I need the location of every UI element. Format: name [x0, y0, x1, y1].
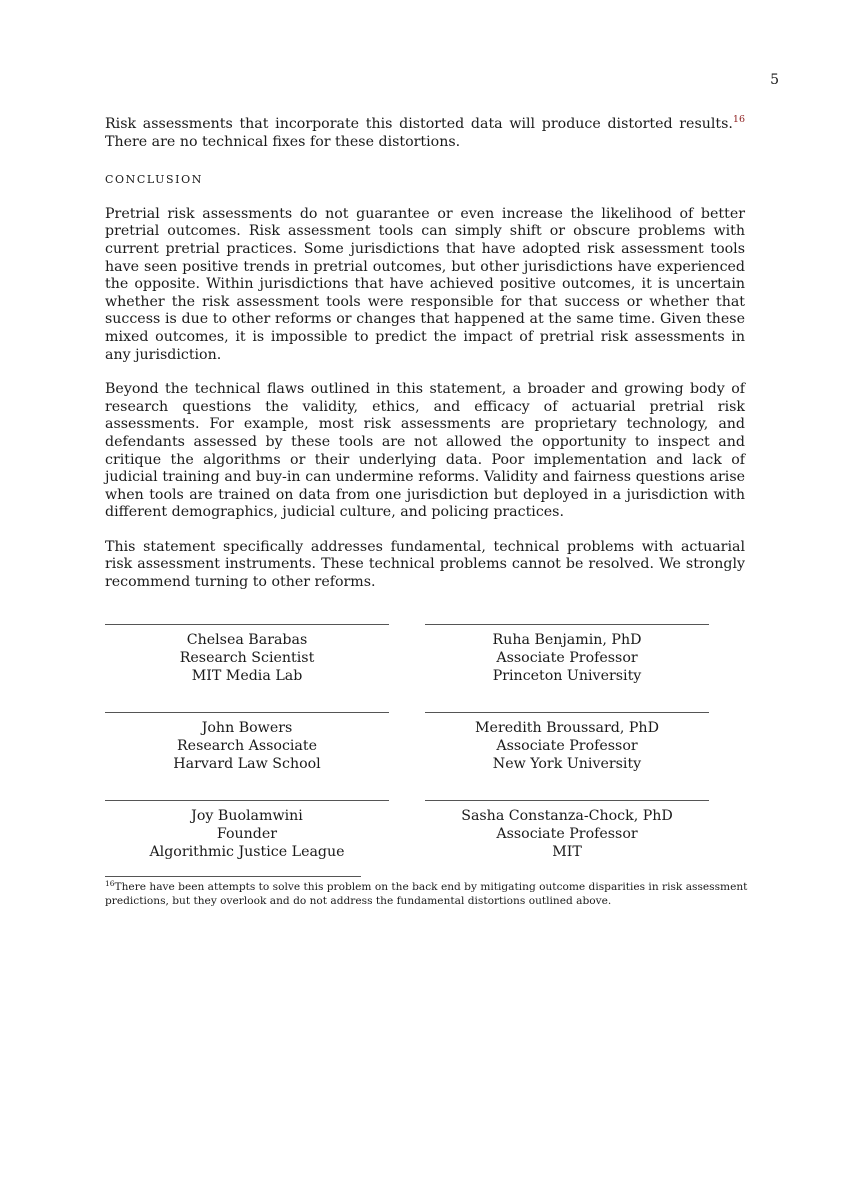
signatory-title: Research Associate — [177, 738, 317, 754]
signatory-name: Joy Buolamwini — [191, 808, 303, 824]
signatory-name: Sasha Constanza-Chock, PhD — [461, 808, 673, 824]
signatory-name: Chelsea Barabas — [186, 632, 308, 648]
signatory-grid — [105, 624, 709, 861]
signatory-name: Meredith Broussard, PhD — [475, 720, 659, 736]
signatory-title: Associate Professor — [496, 826, 638, 842]
signatory-affiliation: Harvard Law School — [173, 756, 321, 772]
signatory-block — [425, 800, 709, 861]
signatory-block — [105, 800, 389, 861]
signatory-title: Founder — [216, 826, 278, 842]
signatory-block — [105, 624, 389, 685]
footnote-reference[interactable]: 16 — [732, 114, 745, 125]
paragraph: Beyond the technical flaws outlined in this statement, a broader and growing body of research questions the validity, ethics, and efficacy of actuarial pretrial risk assessments. For example, most risk assessments are proprietary technology, and defendants assessed by these tools are not allowed the opportunity to inspect and critique the algorithms or their underlying data. Poor implementation and lack of judicial training and buy-in can undermine reforms. Validity and fairness questions arise when tools are trained on data from one jurisdiction but deployed in a jurisdiction with different demographics, judicial culture, and policing practices. — [105, 381, 745, 521]
signatory-affiliation: New York University — [492, 756, 642, 772]
signatory-name: John Bowers — [201, 720, 293, 736]
signatory-affiliation: MIT Media Lab — [191, 668, 303, 684]
intro-paragraph — [105, 116, 745, 151]
body-text — [105, 116, 745, 592]
signatory-title: Associate Professor — [496, 650, 638, 666]
signatory-block — [425, 712, 709, 773]
signatory-affiliation: MIT — [552, 844, 582, 860]
signatory-block — [425, 624, 709, 685]
section-heading-conclusion: CONCLUSION — [105, 173, 203, 187]
signatory-block — [105, 712, 389, 773]
signatory-name: Ruha Benjamin, PhD — [492, 632, 642, 648]
footnote-number: 16 — [105, 879, 115, 888]
paragraph: This statement specifically addresses fundamental, technical problems with actuarial risk assessment instruments. These technical problems cannot be resolved. We strongly recommend turning to other reforms. — [105, 538, 745, 591]
footnote-divider — [105, 876, 361, 877]
footnote-text: There have been attempts to solve this problem on the back end by mitigating outcome disparities in risk assessment predictions, but they overlook and do not address the fundamental distortions outlined above. — [105, 881, 748, 907]
paragraph: Pretrial risk assessments do not guarantee or even increase the likelihood of better pretrial outcomes. Risk assessment tools can simply shift or obscure problems with current pretrial practices. Some jurisdictions that have adopted risk assessment tools have seen positive trends in pretrial outcomes, but other jurisdictions have experienced the opposite. Within jurisdictions that have achieved positive outcomes, it is uncertain whether the risk assessment tools were responsible for that success or whether that success is due to other reforms or changes that happened at the same time. Given these mixed outcomes, it is impossible to predict the impact of pretrial risk assessments in any jurisdiction. — [105, 205, 745, 363]
signatory-affiliation: Algorithmic Justice League — [149, 844, 345, 860]
signatory-title: Research Scientist — [179, 650, 315, 666]
intro-text: Risk assessments that incorporate this distorted data will produce distorted results. — [105, 116, 733, 132]
footnote — [105, 880, 750, 908]
signatory-title: Associate Professor — [496, 738, 638, 754]
page-number: 5 — [770, 72, 779, 88]
intro-text-after: There are no technical fixes for these distortions. — [105, 133, 461, 150]
signatory-affiliation: Princeton University — [492, 668, 642, 684]
